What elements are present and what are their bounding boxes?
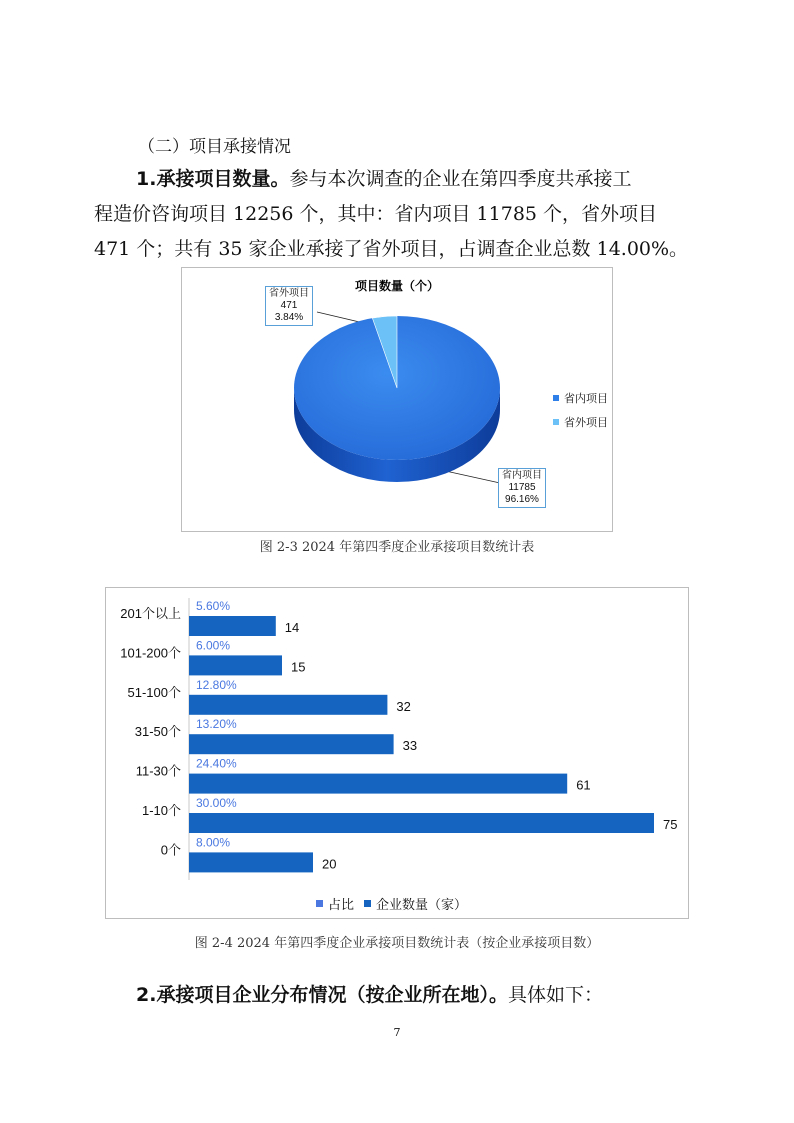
slice-label: 省内项目	[502, 470, 542, 481]
page-number: 7	[393, 1026, 401, 1039]
count-bar	[189, 774, 567, 794]
count-bar	[189, 734, 394, 754]
pie-chart-frame	[181, 267, 613, 532]
paragraph-distribution	[136, 978, 742, 1013]
category-label: 0个	[160, 842, 181, 858]
count-bar	[189, 813, 654, 833]
legend-swatch	[553, 419, 559, 425]
count-bar	[189, 695, 387, 715]
bar-caption: 图 2-4 2024 年第四季度企业承接项目数统计表（按企业承接项目数）	[194, 936, 600, 951]
paragraph-project-count	[94, 162, 700, 267]
section-title: （二）项目承接情况	[138, 137, 291, 157]
category-label: 101-200个	[120, 645, 181, 661]
count-bar	[189, 655, 282, 675]
legend-item	[553, 414, 608, 430]
share-label: 13.20%	[196, 717, 237, 732]
legend-label: 省内项目	[564, 393, 608, 405]
count-label: 61	[576, 777, 591, 793]
category-label: 11-30个	[135, 763, 181, 779]
category-label: 1-10个	[141, 803, 181, 818]
bar-chart	[106, 588, 688, 918]
legend-swatch	[553, 395, 559, 401]
share-label: 24.40%	[196, 756, 237, 771]
count-label: 33	[402, 738, 418, 754]
slice-percent: 96.16%	[505, 494, 539, 505]
slice-value: 11785	[508, 482, 536, 493]
pie-chart	[182, 268, 612, 531]
share-label: 5.60%	[196, 599, 231, 613]
paragraph-lead: 1.承接项目数量。	[136, 168, 290, 190]
count-label: 32	[396, 698, 411, 714]
paragraph-text: 具体如下：	[507, 984, 603, 1006]
legend-item	[364, 894, 467, 913]
count-label: 15	[291, 659, 306, 675]
count-bar	[189, 616, 276, 636]
legend-swatch	[316, 900, 323, 907]
legend-item	[316, 894, 354, 913]
share-label: 12.80%	[196, 677, 237, 692]
category-label: 201个以上	[120, 606, 181, 621]
slice-label: 省外项目	[269, 288, 309, 299]
share-label: 6.00%	[196, 638, 231, 653]
paragraph-text: 参与本次调查的企业在第四季度共承接工	[289, 168, 632, 190]
bar-legend	[316, 894, 467, 913]
legend-label: 省外项目	[564, 417, 608, 429]
paragraph-text: 程造价咨询项目 12256 个，其中：省内项目 11785 个，省外项目	[94, 203, 658, 225]
category-label: 51-100个	[127, 684, 181, 700]
share-label: 30.00%	[196, 796, 237, 810]
legend-label: 企业数量（家）	[376, 897, 468, 912]
legend-item	[553, 390, 608, 406]
share-label: 8.00%	[196, 835, 231, 850]
count-bar	[189, 852, 313, 872]
slice-value: 471	[280, 300, 298, 311]
paragraph-lead: 2.承接项目企业分布情况（按企业所在地）。	[136, 984, 508, 1006]
count-label: 14	[284, 620, 300, 635]
paragraph-text: 471 个；共有 35 家企业承接了省外项目，占调查企业总数 14.00%。	[94, 238, 689, 260]
pie-callout-outside	[265, 286, 313, 326]
category-label: 31-50个	[134, 724, 181, 740]
pie-callout-inside	[498, 468, 546, 508]
pie-legend	[553, 390, 608, 438]
slice-percent: 3.84%	[274, 312, 304, 323]
pie-title: 项目数量（个）	[354, 279, 440, 293]
count-label: 20	[322, 856, 337, 872]
bar-chart-frame	[105, 587, 689, 919]
count-label: 75	[663, 817, 678, 832]
legend-label: 占比	[328, 897, 355, 912]
pie-caption: 图 2-3 2024 年第四季度企业承接项目数统计表	[259, 540, 535, 555]
legend-swatch	[364, 900, 371, 907]
